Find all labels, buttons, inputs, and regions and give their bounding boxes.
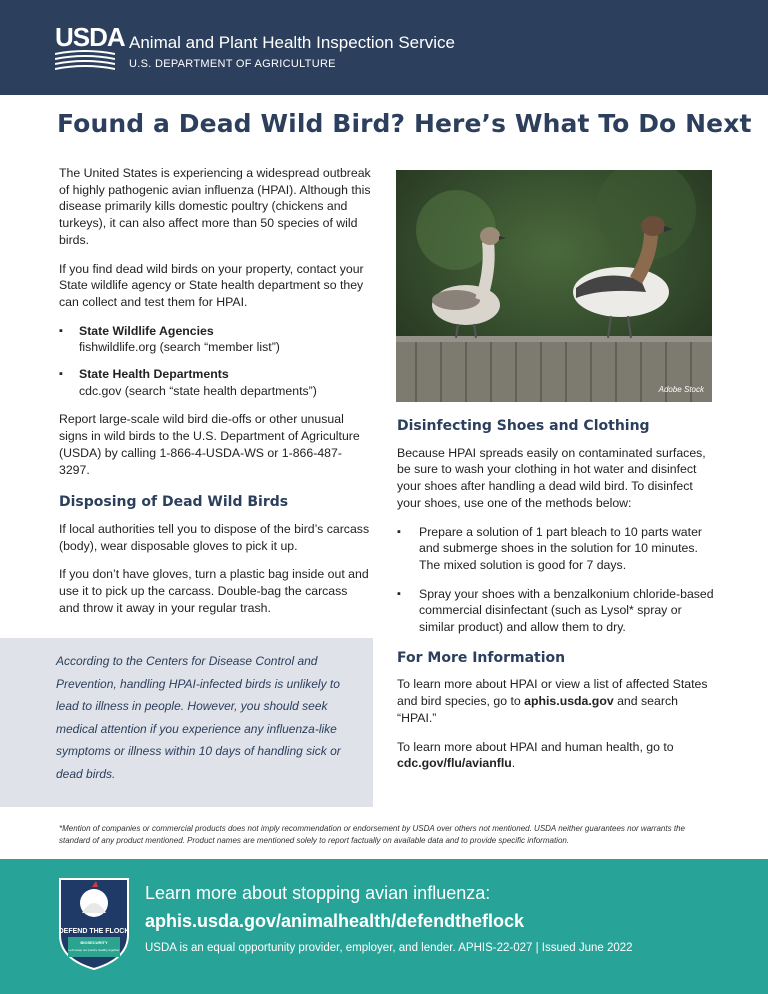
footnote: *Mention of companies or commercial products does not imply recommendation or endorsement by USDA over others not mentioned. USDA neither guarantees nor warrants the standard of any product mentioned. Product names are mentioned solely to report factually on available data and to provide specific information. [59,824,685,845]
department-name: U.S. DEPARTMENT OF AGRICULTURE [129,58,336,70]
badge-tagline: Let's keep our poultry healthy together [68,948,120,952]
footer-disclaimer: USDA is an equal opportunity provider, employer, and lender. APHIS-22-027 | Issued June 2022 [145,942,633,954]
intro-paragraph: The United States is experiencing a widespread outbreak of highly pathogenic avian influenza (HPAI). Although this disease primarily kills domestic poultry (chickens and turkeys), it can also affect more than 50 species of wild birds. [59,166,371,247]
more-info-text: and search “HPAI.” [397,694,678,725]
badge-subtitle: BIOSECURITY [80,940,108,945]
usda-logo-hills-icon [55,50,115,72]
more-info-text: To learn more about HPAI or view a list of affected States and bird species, go to [397,677,708,709]
usda-logo [55,22,125,72]
disinfecting-methods-list [397,524,717,636]
cdc-quote-text: According to the Centers for Disease Control and Prevention, handling HPAI-infected birds is unlikely to lead to illness in people. However, you should seek medical attention if you experience any influenza-like symptoms or illness within 10 days of handling sick or dead birds. [56,654,341,781]
footer-banner [0,859,768,994]
page-title: Found a Dead Wild Bird? Here’s What To Do Next [57,109,752,138]
list-item-title: ▪ State Health Departments [79,367,229,382]
list-item [59,366,371,399]
cdc-link[interactable]: cdc.gov/flu/avianflu [397,756,512,771]
list-item: ▪ Prepare a solution of 1 part bleach to 10 parts water and submerge shoes in the solution for 10 minutes. The mixed solution is good for 7 days. [397,524,717,574]
defend-the-flock-badge-icon [56,873,132,971]
right-column [397,418,717,784]
disinfecting-heading: Disinfecting Shoes and Clothing [397,418,650,434]
more-info-paragraph-1 [397,676,717,726]
ducks-on-fence-image [396,170,712,402]
list-item-detail: cdc.gov (search “state health departments”) [79,383,317,398]
list-item-title: ▪ State Wildlife Agencies [79,323,214,338]
left-column [59,165,371,628]
report-paragraph: Report large-scale wild bird die-offs or other unusual signs in wild birds to the U.S. Department of Agriculture (USDA) by calling 1-866-4-USDA-WS or 1-866-487-3297. [59,412,360,477]
defend-the-flock-link[interactable]: aphis.usda.gov/animalhealth/defendtheflock [145,911,525,931]
contact-list [59,323,371,400]
cdc-quote-box [0,638,373,807]
usda-logo-text: USDA [55,22,125,52]
wood-ducks-photo [396,170,712,402]
more-info-heading: For More Information [397,649,566,666]
more-info-paragraph-2 [397,739,717,772]
badge-title: DEFEND THE FLOCK [58,928,130,935]
list-item [59,323,371,356]
footer-learn-more: Learn more about stopping avian influenza: [145,883,491,903]
disposing-heading: Disposing of Dead Wild Birds [59,494,289,511]
disposing-paragraph-2: If you don’t have gloves, turn a plastic bag inside out and use it to pick up the carcass. Double-bag the carcass and throw it away in your regular trash. [59,567,369,615]
disinfecting-paragraph: Because HPAI spreads easily on contaminated surfaces, be sure to wash your clothing in hot water and disinfect your shoes after handling a dead wild bird. To disinfect your shoes, use one of the methods below: [397,445,706,510]
more-info-text: . [511,756,516,771]
more-info-text: To learn more about HPAI and human health, go to [397,739,674,754]
disposing-paragraph-1: If local authorities tell you to dispose of the bird’s carcass (body), wear disposable gloves to pick it up. [59,521,370,553]
aphis-link[interactable]: aphis.usda.gov [524,694,614,709]
agency-name: Animal and Plant Health Inspection Service [129,33,456,52]
photo-credit: Adobe Stock [658,385,704,394]
header-banner [0,0,768,95]
contact-paragraph: If you find dead wild birds on your property, contact your State wildlife agency or State health department so they can collect and test them for HPAI. [59,261,364,309]
list-item-detail: fishwildlife.org (search “member list”) [79,340,280,355]
list-item: ▪ Spray your shoes with a benzalkonium chloride-based commercial disinfectant (such as Lysol* spray or similar product) and allow them to dry. [397,586,717,636]
